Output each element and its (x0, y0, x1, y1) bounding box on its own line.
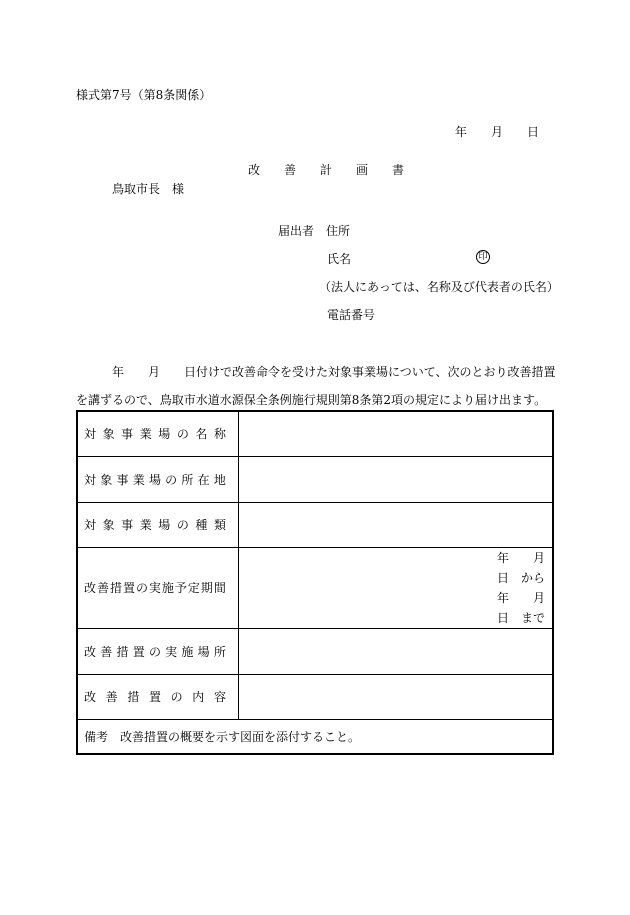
table-row (77, 628, 553, 674)
page-title: 改 善 計 画 書 (248, 163, 405, 177)
table-row (77, 719, 553, 754)
row-value[interactable] (239, 628, 554, 674)
period-from: 年 月 日 から (497, 550, 570, 585)
row-label: 改 善 措 置 の 実 施 場 所 (77, 628, 239, 674)
date-line: 年 月 日 (455, 125, 540, 139)
row-label: 対 象 事 業 場 の 種 類 (77, 502, 239, 547)
table-row (77, 411, 553, 456)
row-value[interactable] (239, 674, 554, 719)
phone-label: 電話番号 (327, 308, 376, 322)
row-label: 対 象 事 業 場 の 名 称 (77, 411, 239, 456)
period-to: 年 月 日 まで (497, 590, 570, 625)
body-text-line2: を講ずるので、鳥取市水道水源保全条例施行規則第8条第2項の規定により届け出ます。 (76, 393, 547, 407)
remarks: 備考 改善措置の概要を示す図面を添付すること。 (77, 719, 553, 754)
row-label: 改 善 措 置 の 内 容 (77, 674, 239, 719)
row-value[interactable] (239, 502, 554, 547)
period-cell[interactable] (239, 547, 570, 628)
name-note: （法人にあっては、名称及び代表者の氏名） (319, 280, 559, 294)
row-label: 改 善 措 置 の 実 施 予 定 期 間 (77, 547, 239, 628)
table-row (77, 456, 553, 502)
addressee: 鳥取市長 様 (112, 182, 185, 196)
row-label: 対 象 事 業 場 の 所 在 地 (77, 456, 239, 502)
row-value[interactable] (239, 411, 554, 456)
table-row (77, 674, 553, 719)
table-row (77, 547, 553, 628)
notifier-name-label: 氏名 (327, 252, 352, 266)
form-number: 様式第7号（第8条関係） (76, 88, 212, 102)
seal-icon: 印 (476, 250, 490, 264)
body-text-line1: 年 月 日付けで改善命令を受けた対象事業場について、次のとおり改善措置 (112, 365, 556, 379)
row-value[interactable] (239, 456, 554, 502)
notifier-address-label: 届出者 住所 (278, 224, 351, 238)
form-table (76, 410, 570, 755)
table-row (77, 502, 553, 547)
